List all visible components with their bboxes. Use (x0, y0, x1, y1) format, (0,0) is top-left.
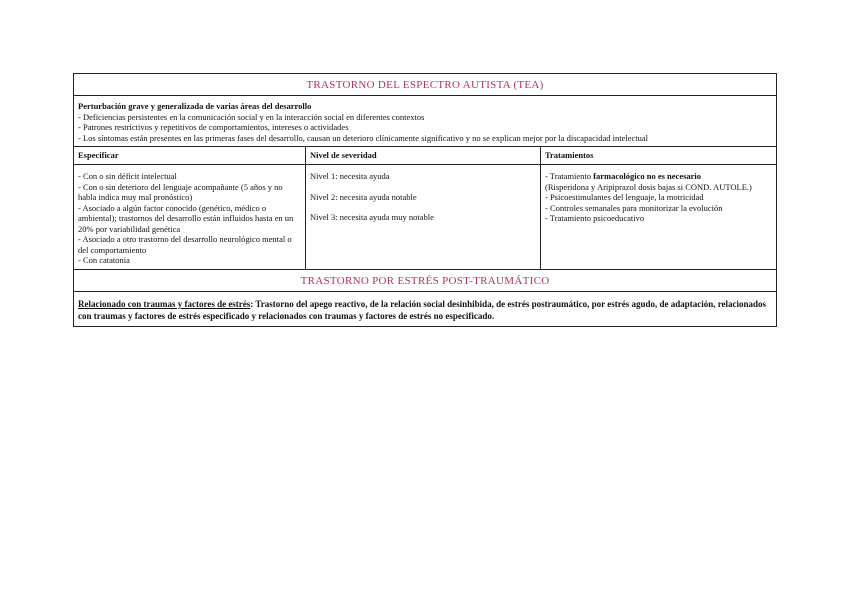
specifier-item: - Con catatonia (78, 255, 130, 265)
tept-lead: Relacionado con traumas y factores de estrés (78, 299, 251, 309)
treatment-prefix: - Tratamiento (545, 171, 594, 181)
treatment-pharmacological (545, 171, 772, 192)
treatment-header: Tratamientos (541, 147, 777, 165)
severity-level-3: Nivel 3: necesita ayuda muy notable (310, 212, 434, 222)
specifier-cell (74, 165, 306, 270)
severity-cell (306, 165, 541, 270)
tea-title-cell (74, 74, 777, 96)
tea-intro-line: - Deficiencias persistentes en la comunicación social y en la interacción social en diferentes contextos (78, 111, 425, 122)
tea-intro-heading: Perturbación grave y generalizada de varias áreas del desarrollo (78, 101, 312, 111)
specifier-item: - Con o sin déficit intelectual (78, 171, 177, 181)
severity-level-2: Nivel 2: necesita ayuda notable (310, 191, 417, 202)
treatment-cell (541, 165, 777, 270)
specifier-item: - Asociado a otro trastorno del desarrollo neurológico mental o del comportamiento (78, 234, 292, 255)
tept-title-cell (74, 270, 777, 292)
tea-title-row (74, 74, 777, 96)
specifier-item: - Asociado a algún factor conocido (genético, médico o ambiental); trastornos del desarrollo están influidos hasta en un 20% por variabilidad genética (78, 202, 294, 234)
specifier-header: Especificar (74, 147, 306, 165)
treatment-bold: farmacológico no es necesario (593, 171, 702, 181)
tea-detail-row (74, 165, 777, 270)
tept-body-row (74, 292, 777, 327)
treatment-item: - Controles semanales para monitorizar la evolución (545, 202, 723, 213)
tea-intro-row (74, 96, 777, 147)
treatment-item: - Tratamiento psicoeducativo (545, 213, 645, 223)
treatment-item: - Psicoestimulantes del lenguaje, la motricidad (545, 192, 704, 202)
tept-body: : Trastorno del apego reactivo, de la relación social desinhibida, de estrés postraumático, por estrés agudo, de adaptación, relacionados con traumas y factores de estrés especificado y relacionados con traumas y factores de estrés no especificado. (78, 299, 767, 321)
tea-title: TRASTORNO DEL ESPECTRO AUTISTA (TEA) (306, 79, 544, 91)
tept-title: TRASTORNO POR ESTRÉS POST-TRAUMÁTICO (300, 275, 550, 287)
tea-column-header-row (74, 147, 777, 165)
specifier-item: - Con o sin deterioro del lenguaje acompañante (5 años y no habla indica muy mal pronóstico) (78, 181, 283, 202)
tea-intro-line: - Patrones restrictivos y repetitivos de comportamientos, intereses o actividades (78, 122, 349, 132)
tept-body-cell (74, 292, 777, 327)
tept-title-row (74, 270, 777, 292)
tea-intro-line: - Los síntomas están presentes en las primeras fases del desarrollo, causan un deterioro clínicamente significativo y no se explican mejor por la discapacidad intelectual (78, 132, 649, 143)
disorder-summary-table (73, 73, 777, 327)
severity-header: Nivel de severidad (306, 147, 541, 165)
treatment-rest: (Risperidona y Aripiprazol dosis bajas si COND. AUTOLE.) (545, 181, 752, 192)
tea-intro-cell (74, 96, 777, 147)
severity-level-1: Nivel 1: necesita ayuda (310, 171, 390, 181)
